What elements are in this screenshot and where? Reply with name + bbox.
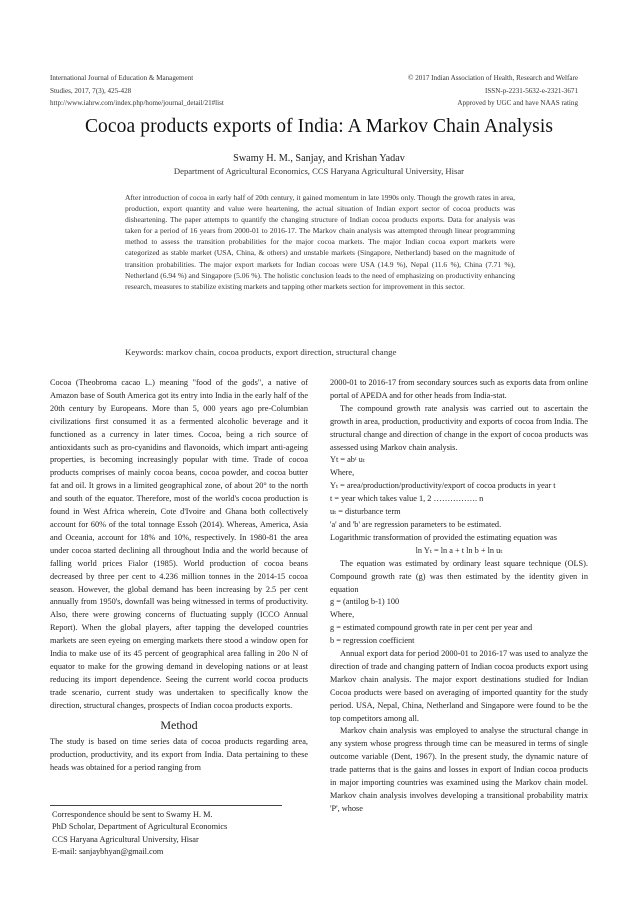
method-paragraph: The study is based on time series data of cocoa products regarding area, production, productivity, and its export from India. Data pertaining to these heads was obtained for a period ranging from [50, 737, 308, 773]
introduction-paragraph: Cocoa (Theobroma cacao L.) meaning "food of the gods", a native of Amazon base of South America got its entry into India in the early half of the 20th century by Europeans. More than 5, 000 years ago pre-Columbian civilizations first consumed it as a fermented alcoholic beverage and it functioned as a currency in later times. Cocoa, being a rich source of antioxidants such as pro-cyanidins and flavonoids, which impart anti-ageing properties, is becoming increasingly popular with time. Trade of cocoa products comprises of mainly cocoa beans, cocoa powder, and cocoa butter fat and oil. It grows in a limited geographical zone, of about 20° to the north and south of the equator. Therefore, most of the world's cocoa production is found in West Africa wherein, Cote d'Ivoire and Ghana both collectively account for 60% of the total tonnage Essoh (2014). Whereas, America, Asia and Oceania, account for 18% and 10%, respectively. In 1980-81 the area under cocoa started declining all throughout India and the world because of falling world prices Fialor (1985). World production of cocoa beans decreased by three per cent to 4.236 million tonnes in the 2014-15 cocoa season. However, the global demand has been increasing by 2.5 per cent annually from 1950's, downfall was being witnessed in terms of productivity. Also, there were growing concerns of fluctuating supply (ICCO Annual Report). When the global players, after tapping the developed countries markets are seen eyeing on emerging markets there stood a window open for India to make use of its 45 percent of geographical area falling in 20o N of equator to make for the growing demand in developing nations or at least reducing its import dependence. Seeing the current world cocoa products trade scenario, current study was undertaken to specifically know the direction, structural changes, prospects of Indian cocoa products exports. [50, 378, 308, 710]
journal-volume: Studies, 2017, 7(3), 425-428 [50, 86, 132, 95]
correspondence-line: Correspondence should be sent to Swamy H. M. [52, 810, 213, 819]
export-data-paragraph: Annual export data for period 2000-01 to 2016-17 was used to analyze the direction of trade and changing pattern of Indian cocoa products export using Markov chain analysis. The major export destinations studied for Indian Cocoa products were based on averaging of imported quantity for the study period. USA, Nepal, China, Netherland and Singapore were found to be the top competitors among all. [330, 649, 588, 723]
definition-t: t = year which takes value 1, 2 ……………. n [330, 494, 484, 504]
correspondence-note [52, 809, 227, 859]
keywords: Keywords: markov chain, cocoa products, export direction, structural change [125, 347, 397, 357]
log-transform-intro: Logarithmic transformation of provided the estimating equation was [330, 532, 557, 542]
equation-exponential: Yt = abᵗ uₜ [330, 455, 365, 465]
definition-y: Yₜ = area/production/productivity/export of cocoa products in year t [330, 481, 556, 491]
markov-paragraph: Markov chain analysis was employed to analyse the structural change in any system whose progress through time can be measured in terms of single outcome variable (Dent, 1967). In the present study, the dynamic nature of trade patterns that is the gains and losses in export of Indian cocoa products in major importing countries was examined using the Markov chain model. Markov chain analysis involves developing a transitional probability matrix 'P', whose [330, 726, 588, 813]
where-label: Where, [330, 468, 355, 478]
approval-line: Approved by UGC and have NAAS rating [457, 99, 578, 107]
definition-b: b = regression coefficient [330, 636, 415, 646]
issn-line: ISSN-p-2231-5632-e-2321-3671 [485, 86, 578, 95]
definition-g: g = estimated compound growth rate in per cent per year and [330, 623, 533, 633]
growth-rate-paragraph: The compound growth rate analysis was carried out to ascertain the growth in area, production, productivity and exports of cocoa from India. The structural change and direction of change in the export of cocoa products was assessed using Markov chain analysis. [330, 403, 588, 452]
where-label: Where, [330, 610, 355, 620]
data-source-paragraph: 2000-01 to 2016-17 from secondary sources such as exports data from online portal of APEDA and for other heads from India-stat. [330, 378, 588, 400]
copyright-line: © 2017 Indian Association of Health, Research and Welfare [408, 74, 578, 82]
paper-authors: Swamy H. M., Sanjay, and Krishan Yadav [233, 153, 405, 164]
correspondence-email[interactable]: E-mail: sanjaybhyan@gmail.com [52, 847, 164, 857]
journal-header-left [50, 72, 224, 110]
definition-ab: 'a' and 'b' are regression parameters to be estimated. [330, 519, 502, 529]
journal-header-right [408, 72, 578, 110]
journal-url[interactable]: http://www.iahrw.com/index.php/home/journal_detail/21#list [50, 99, 224, 107]
left-column [50, 377, 308, 775]
footnote-divider [50, 805, 282, 806]
correspondence-line: PhD Scholar, Department of Agricultural Economics [52, 822, 228, 832]
journal-name: International Journal of Education & Management [50, 74, 194, 82]
equation-growth-rate: g = (antilog b-1) 100 [330, 597, 400, 607]
equation-log: ln Yₜ = ln a + t ln b + ln uₜ [415, 545, 503, 555]
right-column [330, 377, 588, 816]
paper-title: Cocoa products exports of India: A Markov Chain Analysis [84, 116, 554, 137]
ols-paragraph: The equation was estimated by ordinary least square technique (OLS). Compound growth rate (g) was then estimated by the identity given in equation [330, 558, 588, 594]
correspondence-line: CCS Haryana Agricultural University, Hisar [52, 834, 199, 844]
author-affiliation: Department of Agricultural Economics, CCS Haryana Agricultural University, Hisar [173, 166, 465, 176]
definition-u: uₜ = disturbance term [330, 507, 401, 517]
method-heading: Method [160, 717, 198, 732]
abstract: After introduction of cocoa in early half of 20th century, it gained momentum in late 1990s only. Though the growth rates in area, production, export quantity and value were heartening, the actual situation of Indian export sector of cocoa products was disheartening. The paper attempts to quantify the changing structure of Indian cocoa products exports. Data for analysis was taken for a period of 16 years from 2000-01 to 2016-17. The Markov chain analysis was attempted through linear programming method to assess the transition probabilities for the major cocoa markets. The major Indian cocoa export markets were categorized as stable market (USA, China, & others) and unstable markets (Singapore, Netherland) based on the magnitude of transition probabilities. The major export markets for Indian cocoas were USA (14.9 %), Nepal (11.6 %), China (7.71 %), Netherland (6.94 %) and Singapore (5.06 %). The holistic conclusion leads to the need of emphasizing on productivity enhancing research, measures to stabilize existing markets and tapping other markets section for improvement in this sector. [125, 193, 515, 291]
